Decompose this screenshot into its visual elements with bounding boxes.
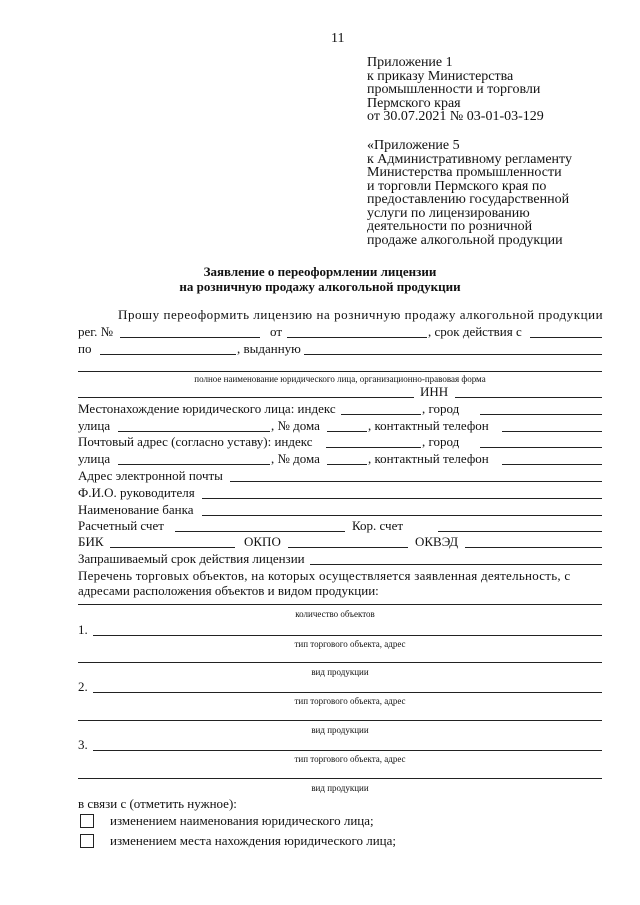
requested-term-label: Запрашиваемый срок действия лицензии (78, 551, 305, 566)
appendix5-line: услуги по лицензированию (367, 205, 530, 221)
postal-index-label: Почтовый адрес (согласно уставу): индекс (78, 434, 313, 449)
appendix5-line: Министерства промышленности (367, 165, 562, 180)
location-phone-field[interactable] (502, 431, 602, 432)
email-label: Адрес электронной почты (78, 468, 223, 483)
item-3-product-field[interactable] (78, 778, 602, 779)
request-text: Прошу переоформить лицензию на розничную продажу алкогольной продукции (118, 307, 604, 322)
bank-field[interactable] (202, 515, 602, 516)
page-number: 11 (331, 31, 345, 46)
item-2-address-caption: тип торгового объекта, адрес (294, 696, 406, 706)
location-city-field[interactable] (480, 414, 602, 415)
validity-from-field[interactable] (530, 337, 602, 338)
appendix5-line: и торговли Пермского края по (367, 178, 547, 194)
to-label: по (78, 341, 92, 356)
corr-account-label: Кор. счет (352, 518, 404, 533)
from-label: от (270, 324, 283, 339)
objects-count-field[interactable] (78, 604, 602, 605)
corr-account-field[interactable] (438, 531, 602, 532)
name-continuation-field[interactable] (78, 397, 414, 398)
appendix1-line: Приложение 1 (367, 55, 453, 70)
validity-to-field[interactable] (100, 354, 236, 355)
issued-by-field[interactable] (304, 354, 602, 355)
postal-house-label: , № дома (271, 451, 320, 466)
okpo-label: ОКПО (244, 534, 281, 549)
account-label: Расчетный счет (78, 518, 164, 533)
item-2-number: 2. (78, 679, 88, 694)
location-index-label: Местонахождение юридического лица: индекс (78, 401, 336, 416)
postal-phone-label: , контактный телефон (368, 451, 489, 466)
postal-city-label: , город (422, 434, 460, 449)
reg-no-label: рег. № (78, 324, 114, 339)
item-2-address-field[interactable] (93, 692, 602, 693)
location-street-label: улица (78, 418, 111, 433)
location-house-field[interactable] (327, 431, 367, 432)
item-2-product-field[interactable] (78, 720, 602, 721)
in-connection-label: в связи с (отметить нужное): (78, 796, 237, 811)
location-phone-label: , контактный телефон (368, 418, 489, 433)
appendix5-line: «Приложение 5 (367, 138, 460, 153)
account-field[interactable] (175, 531, 345, 532)
appendix5-line: к Административному регламенту (367, 151, 572, 167)
appendix5-line: продаже алкогольной продукции (367, 232, 563, 248)
bik-label: БИК (78, 534, 104, 549)
appendix1-line: Пермского края (367, 95, 461, 111)
option-1-label: изменением наименования юридического лица; (110, 813, 374, 828)
appendix1-line: промышленности и торговли (367, 82, 541, 97)
item-3-address-caption: тип торгового объекта, адрес (294, 754, 406, 764)
option-1-checkbox[interactable] (80, 814, 94, 828)
postal-street-label: улица (78, 451, 111, 466)
postal-house-field[interactable] (327, 464, 367, 465)
item-1-address-caption: тип торгового объекта, адрес (294, 639, 406, 649)
legal-entity-name-caption: полное наименование юридического лица, организационно-правовая форма (194, 374, 486, 384)
item-3-address-field[interactable] (93, 750, 602, 751)
item-2-product-caption: вид продукции (311, 725, 369, 735)
inn-label: ИНН (420, 384, 449, 399)
bik-field[interactable] (110, 547, 235, 548)
from-date-field[interactable] (287, 337, 427, 338)
form-title-line1: Заявление о переоформлении лицензии (203, 264, 437, 279)
objects-count-caption: количество объектов (295, 609, 375, 619)
option-2-checkbox[interactable] (80, 834, 94, 848)
issued-label: , выданную (237, 341, 301, 356)
appendix5-line: предоставлению государственной (367, 192, 570, 207)
item-1-number: 1. (78, 622, 88, 637)
location-house-label: , № дома (271, 418, 320, 433)
location-street-field[interactable] (118, 431, 270, 432)
email-field[interactable] (230, 481, 602, 482)
appendix5-line: деятельности по розничной (367, 219, 533, 234)
location-index-field[interactable] (341, 414, 421, 415)
objects-list-text-1: Перечень торговых объектов, на которых осуществляется заявленная деятельность, с (78, 568, 571, 583)
appendix1-line: от 30.07.2021 № 03-01-03-129 (367, 109, 544, 124)
appendix1-line: к приказу Министерства (367, 68, 514, 84)
form-title-line2: на розничную продажу алкогольной продукции (179, 279, 461, 294)
requested-term-field[interactable] (310, 564, 602, 565)
postal-index-field[interactable] (326, 447, 421, 448)
item-1-address-field[interactable] (93, 635, 602, 636)
legal-entity-name-field[interactable] (78, 371, 602, 372)
item-1-product-field[interactable] (78, 662, 602, 663)
director-label: Ф.И.О. руководителя (78, 485, 195, 500)
okpo-field[interactable] (288, 547, 408, 548)
postal-phone-field[interactable] (502, 464, 602, 465)
okved-field[interactable] (465, 547, 602, 548)
inn-field[interactable] (455, 397, 602, 398)
item-3-number: 3. (78, 737, 88, 752)
objects-list-text-2: адресами расположения объектов и видом продукции: (78, 583, 379, 598)
item-1-product-caption: вид продукции (311, 667, 369, 677)
option-2-label: изменением места нахождения юридического лица; (110, 833, 396, 848)
validity-label: , срок действия с (428, 324, 522, 339)
director-field[interactable] (202, 498, 602, 499)
item-3-product-caption: вид продукции (311, 783, 369, 793)
postal-city-field[interactable] (480, 447, 602, 448)
okved-label: ОКВЭД (415, 534, 459, 549)
reg-no-field[interactable] (120, 337, 260, 338)
bank-label: Наименование банка (78, 502, 194, 517)
postal-street-field[interactable] (118, 464, 270, 465)
location-city-label: , город (422, 401, 460, 416)
